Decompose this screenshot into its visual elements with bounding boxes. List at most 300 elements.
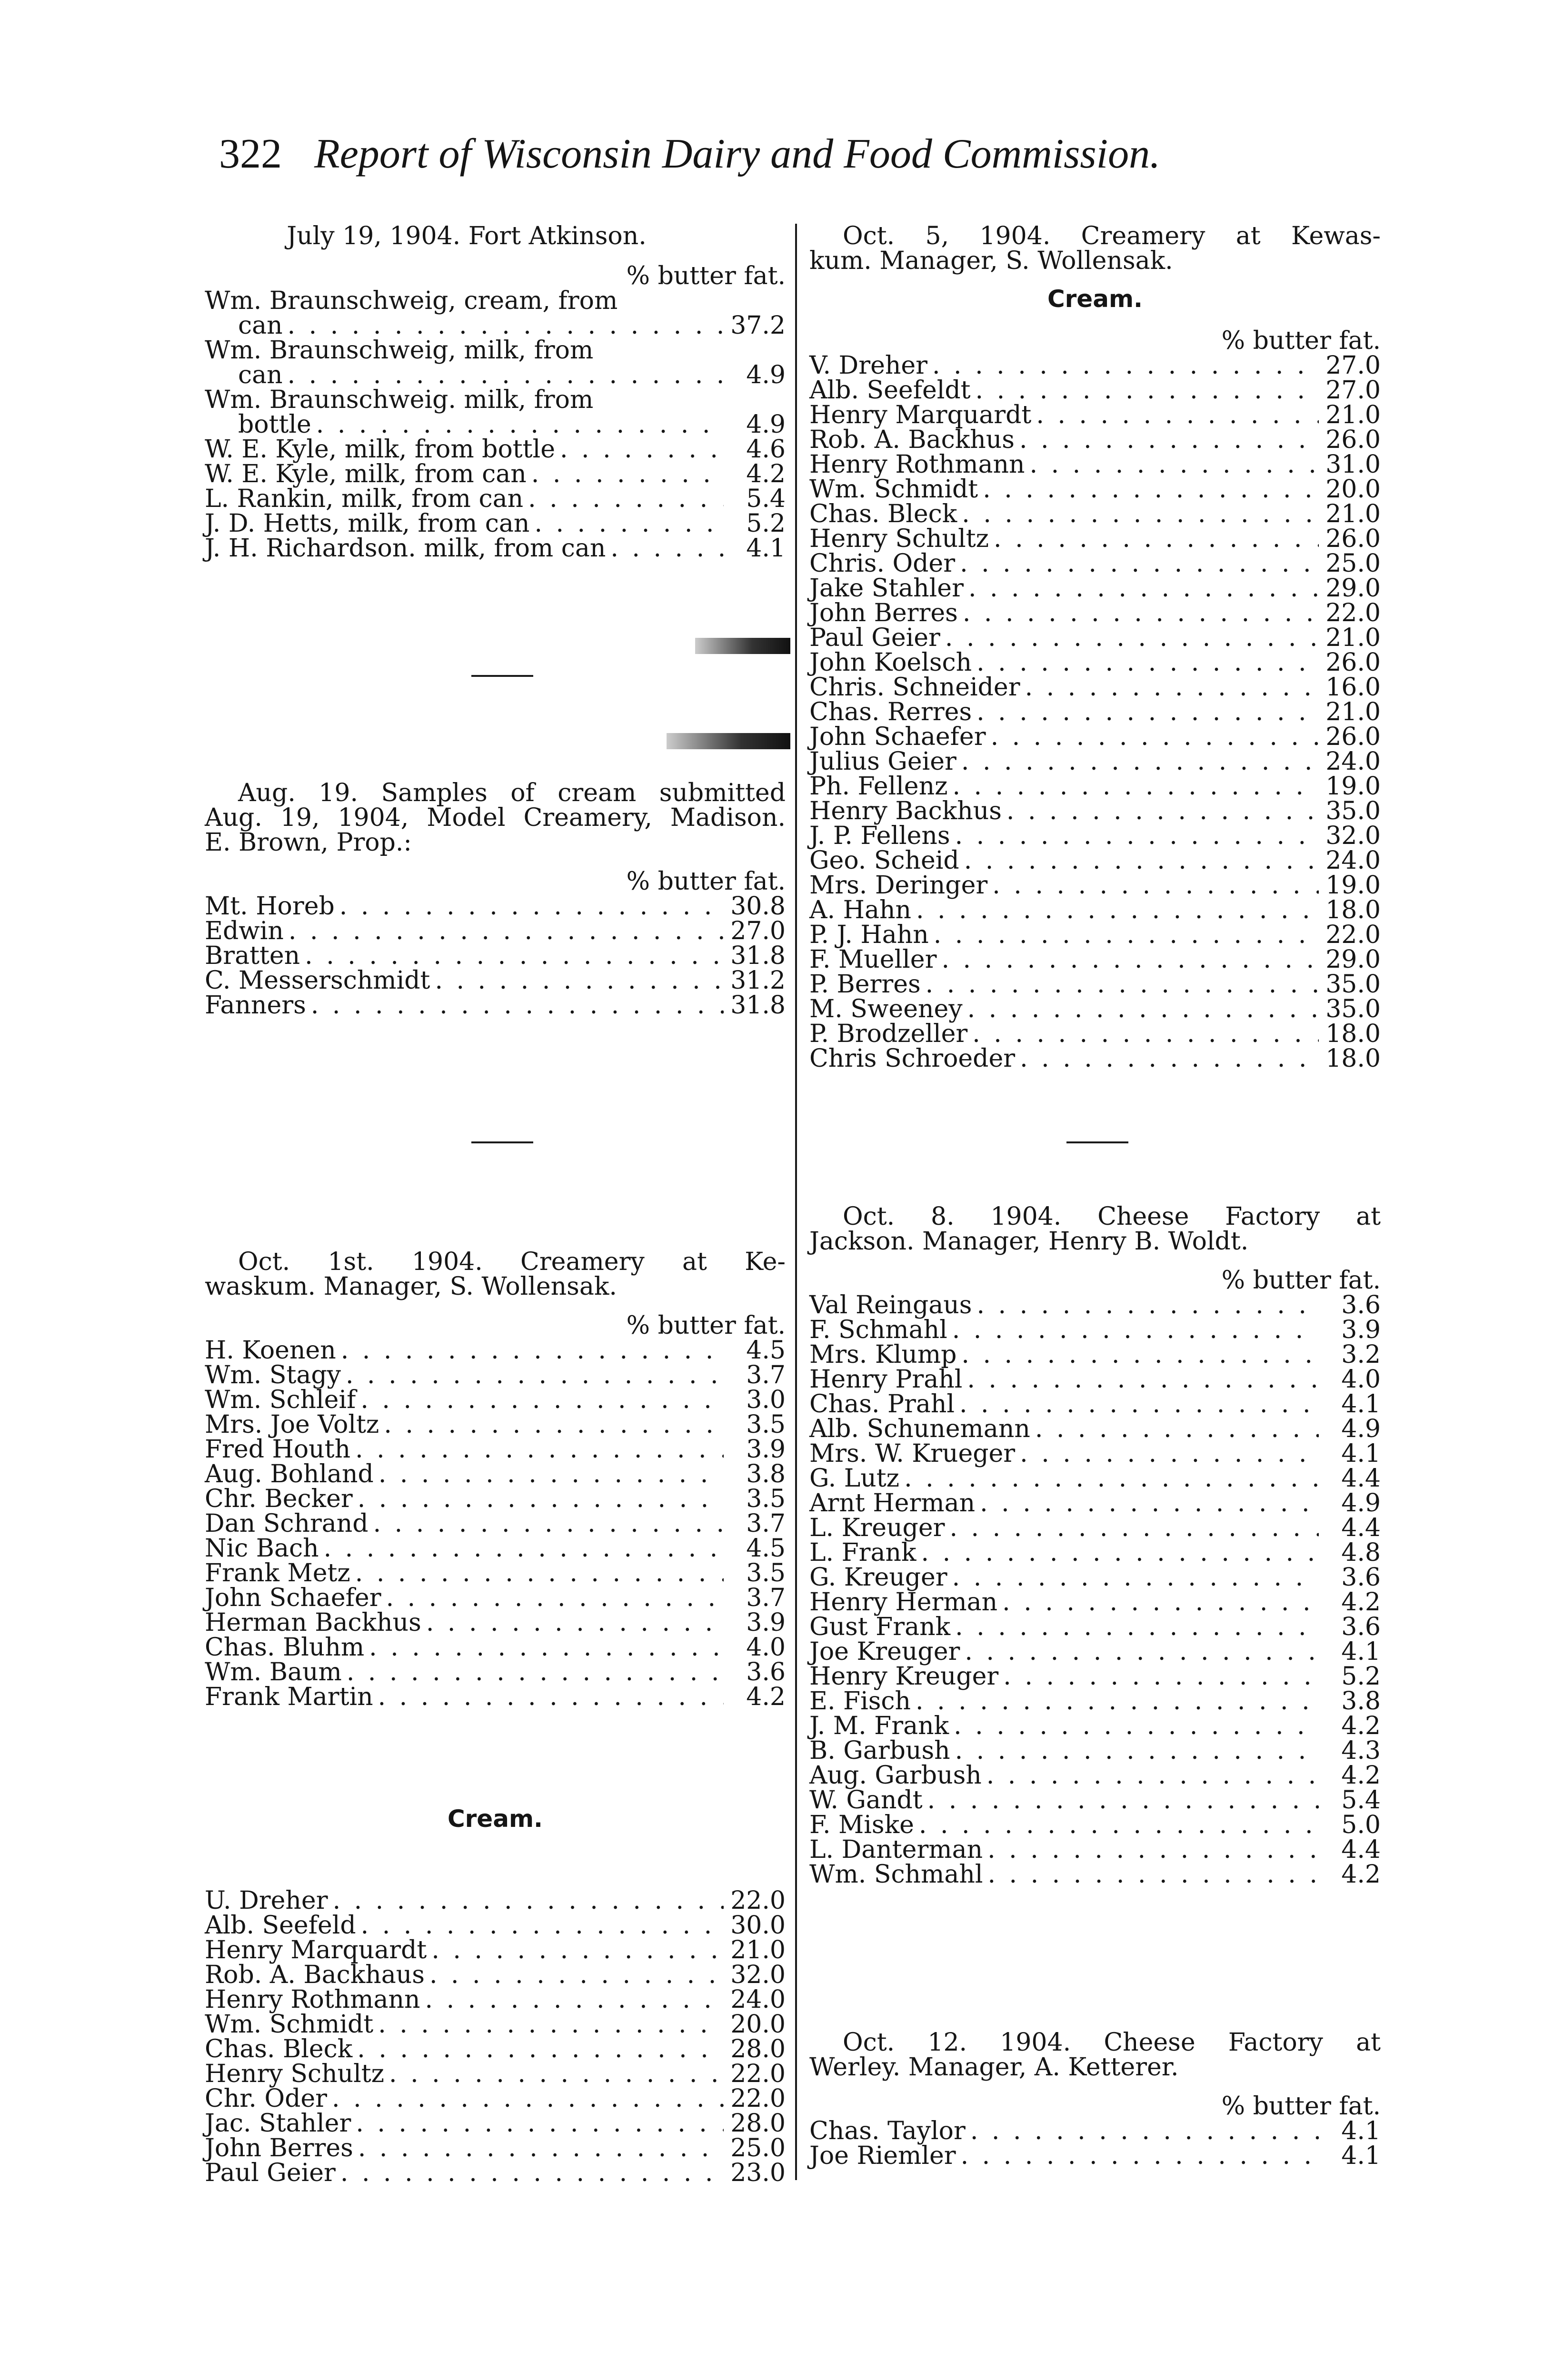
leader-dots: [941, 947, 1319, 972]
row-value: 24.0: [730, 1985, 786, 2014]
table-row: [809, 427, 1381, 452]
table-row: [205, 894, 786, 919]
section-heading-line: Aug. 19. Samples of cream submitted: [238, 779, 786, 807]
leader-dots: [1036, 403, 1319, 427]
row-value: 24.0: [1325, 747, 1381, 776]
table-row: [809, 749, 1381, 774]
table-row: [809, 576, 1381, 601]
table-row: [809, 1590, 1381, 1615]
table-row: [809, 1813, 1381, 1837]
table-row: [205, 313, 786, 338]
section-rule: [471, 1141, 533, 1143]
table-row: [205, 2037, 786, 2062]
row-value: 30.0: [730, 1911, 786, 1940]
row-name: Gust Frank: [809, 1613, 951, 1641]
row-name: Rob. A. Backhaus: [205, 1961, 425, 1989]
row-name: F. Schmahl: [809, 1316, 947, 1344]
row-value: 37.2: [730, 311, 786, 340]
leader-dots: [961, 2143, 1319, 2168]
leader-dots: [1019, 427, 1319, 452]
section-rule: [471, 675, 533, 677]
row-value: 20.0: [1325, 475, 1381, 504]
row-name: Chas. Bleck: [809, 500, 957, 528]
row-name: Henry Rothmann: [809, 450, 1025, 479]
table-row: [809, 1466, 1381, 1491]
leader-dots: [949, 1516, 1319, 1540]
table-row: [809, 477, 1381, 502]
row-name: Chas. Bluhm: [205, 1633, 365, 1662]
print-smudge: [695, 638, 790, 654]
leader-dots: [425, 1987, 724, 2012]
row-value: 4.9: [1341, 1415, 1381, 1443]
row-value: 21.0: [1325, 500, 1381, 528]
table-row: [205, 1963, 786, 1987]
row-value: 35.0: [1325, 970, 1381, 999]
row-name: Alb. Seefeldt: [809, 376, 971, 405]
leader-dots: [986, 1763, 1319, 1788]
row-name: F. Miske: [809, 1811, 914, 1839]
row-value: 35.0: [1325, 995, 1381, 1023]
unit-header: % butter fat.: [1221, 1266, 1381, 1295]
leader-dots: [955, 823, 1319, 848]
row-name: Chr. Oder: [205, 2084, 328, 2113]
row-value: 32.0: [1325, 822, 1381, 850]
section-werley-cheese: [809, 2030, 1381, 2168]
table-row: [205, 536, 786, 561]
section-heading-line: Oct. 12. 1904. Cheese Factory at: [843, 2028, 1381, 2057]
row-name: Henry Rothmann: [205, 1985, 420, 2014]
leader-dots: [945, 625, 1319, 650]
row-name: Henry Backhus: [809, 797, 1002, 825]
table-row: [205, 943, 786, 968]
table-row: [205, 1511, 786, 1536]
table-row: [809, 1392, 1381, 1417]
leader-dots: [1020, 1046, 1319, 1071]
table-row: [809, 526, 1381, 551]
leader-dots: [341, 1338, 724, 1363]
row-value: 3.9: [746, 1435, 786, 1464]
data-rows: [205, 1888, 786, 2185]
row-value: 4.6: [746, 435, 786, 464]
leader-dots: [386, 1586, 724, 1610]
leader-dots: [967, 997, 1319, 1021]
row-value: 4.2: [1341, 1860, 1381, 1889]
table-row: [809, 1441, 1381, 1466]
row-value: 4.9: [746, 361, 786, 389]
data-rows: [205, 1338, 786, 1709]
row-value: 4.1: [1341, 2117, 1381, 2145]
row-value: 4.1: [1341, 2142, 1381, 2170]
leader-dots: [927, 1788, 1319, 1813]
section-subheading: Cream.: [1047, 285, 1143, 313]
table-row: [809, 452, 1381, 477]
table-row: [205, 1561, 786, 1586]
leader-dots: [369, 1635, 724, 1660]
table-row: [809, 799, 1381, 823]
table-row: [205, 1412, 786, 1437]
leader-dots: [976, 378, 1319, 403]
row-value: 18.0: [1325, 896, 1381, 924]
table-row: [809, 1417, 1381, 1441]
row-value: 20.0: [730, 2010, 786, 2039]
table-row: [809, 1516, 1381, 1540]
row-value: 4.4: [1341, 1835, 1381, 1864]
row-value: 3.6: [1341, 1613, 1381, 1641]
section-heading: Cream.: [447, 1805, 543, 1833]
section-fort-atkinson: [205, 224, 786, 561]
row-name: Wm. Schmidt: [809, 475, 978, 504]
leader-dots: [332, 2086, 724, 2111]
row-name: Henry Herman: [809, 1588, 998, 1616]
row-value: 18.0: [1325, 1020, 1381, 1048]
table-row: [809, 1615, 1381, 1639]
row-name: Joe Riemler: [809, 2142, 956, 2170]
leader-dots: [379, 1462, 724, 1487]
row-value: 29.0: [1325, 945, 1381, 974]
leader-dots: [934, 922, 1319, 947]
leader-dots: [560, 437, 724, 462]
row-name: Aug. Garbush: [809, 1761, 982, 1790]
row-value: 4.2: [746, 460, 786, 488]
leader-dots: [355, 1561, 724, 1586]
table-row: [205, 1987, 786, 2012]
table-row: [205, 1363, 786, 1388]
leader-dots: [358, 1487, 724, 1511]
leader-dots: [355, 1437, 724, 1462]
section-heading-line: Jackson. Manager, Henry B. Woldt.: [809, 1227, 1249, 1256]
row-name: Chas. Bleck: [205, 2035, 353, 2063]
table-row: [809, 403, 1381, 427]
leader-dots: [311, 993, 724, 1018]
row-name: Rob. A. Backhus: [809, 426, 1015, 454]
leader-dots: [961, 749, 1319, 774]
row-value: 31.2: [730, 966, 786, 995]
row-value: 19.0: [1325, 772, 1381, 801]
row-name: E. Fisch: [809, 1687, 911, 1716]
leader-dots: [926, 972, 1319, 997]
table-row: [205, 437, 786, 462]
leader-dots: [952, 1565, 1319, 1590]
row-name: Henry Marquardt: [205, 1936, 427, 1964]
leader-dots: [289, 919, 724, 943]
row-name: Henry Kreuger: [809, 1662, 999, 1691]
row-name: John Berres: [205, 2134, 353, 2162]
table-row: [205, 1462, 786, 1487]
table-row-name-line: Wm. Braunschweig, milk, from: [205, 336, 594, 365]
table-row: [809, 922, 1381, 947]
row-name: Alb. Schunemann: [809, 1415, 1030, 1443]
table-row: [205, 1635, 786, 1660]
leader-dots: [1003, 1664, 1319, 1689]
leader-dots: [921, 1540, 1319, 1565]
row-name: Aug. Bohland: [205, 1460, 374, 1488]
leader-dots: [1002, 1590, 1319, 1615]
table-row: [205, 1586, 786, 1610]
row-value: 25.0: [730, 2134, 786, 2162]
leader-dots: [962, 502, 1319, 526]
leader-dots: [426, 1610, 724, 1635]
row-name: Mrs. Joe Voltz: [205, 1410, 379, 1439]
table-row: [809, 724, 1381, 749]
row-value: 4.4: [1341, 1514, 1381, 1542]
leader-dots: [360, 1388, 724, 1412]
row-value: 5.2: [1341, 1662, 1381, 1691]
section-heading-line: Oct. 5, 1904. Creamery at Kewas-: [843, 222, 1381, 250]
row-name: Nic Bach: [205, 1534, 319, 1563]
leader-dots: [1035, 1417, 1319, 1441]
row-name: Jake Stahler: [809, 574, 964, 603]
leader-dots: [976, 1293, 1319, 1318]
row-value: 22.0: [730, 1886, 786, 1915]
leader-dots: [972, 1021, 1319, 1046]
table-row: [809, 378, 1381, 403]
section-heading-line: waskum. Manager, S. Wollensak.: [205, 1272, 617, 1301]
leader-dots: [333, 1888, 724, 1913]
row-name: Wm. Schmidt: [205, 2010, 374, 2039]
row-name: P. J. Hahn: [809, 921, 929, 949]
table-row: [809, 700, 1381, 724]
row-name: M. Sweeney: [809, 995, 963, 1023]
row-name: Henry Prahl: [809, 1365, 963, 1394]
unit-header: % butter fat.: [1221, 327, 1381, 355]
leader-dots: [983, 477, 1319, 502]
table-row: [809, 601, 1381, 625]
row-name: A. Hahn: [809, 896, 911, 924]
leader-dots: [429, 1963, 724, 1987]
table-row: [809, 848, 1381, 873]
row-value: 27.0: [1325, 351, 1381, 380]
leader-dots: [976, 650, 1319, 675]
row-value: 4.1: [1341, 1390, 1381, 1418]
table-row: [809, 1664, 1381, 1689]
leader-dots: [959, 1392, 1319, 1417]
leader-dots: [373, 1511, 724, 1536]
row-value: 26.0: [1325, 525, 1381, 553]
row-value: 24.0: [1325, 846, 1381, 875]
table-row: [809, 551, 1381, 576]
row-name: bottle: [238, 410, 311, 439]
row-value: 3.5: [746, 1485, 786, 1513]
section-heading-line: Werley. Manager, A. Ketterer.: [809, 2053, 1179, 2082]
row-name: Ph. Fellenz: [809, 772, 948, 801]
row-value: 4.1: [1341, 1439, 1381, 1468]
row-name: P. Berres: [809, 970, 921, 999]
leader-dots: [357, 2037, 724, 2062]
row-name: Wm. Baum: [205, 1658, 342, 1686]
table-row: [205, 1913, 786, 1938]
table-row: [205, 1536, 786, 1561]
leader-dots: [288, 313, 724, 338]
data-rows: [809, 353, 1381, 1071]
row-name: Henry Schultz: [205, 2060, 385, 2088]
row-value: 25.0: [1325, 549, 1381, 578]
section-jackson-cheese: [809, 1204, 1381, 1887]
row-value: 5.4: [746, 485, 786, 513]
section-rule: [1066, 1141, 1128, 1143]
table-row: [809, 1021, 1381, 1046]
row-value: 4.9: [746, 410, 786, 439]
table-row: [809, 1565, 1381, 1590]
page-title: Report of Wisconsin Dairy and Food Commission.: [314, 131, 1161, 177]
table-row: [809, 1046, 1381, 1071]
table-row: [809, 1491, 1381, 1516]
leader-dots: [961, 1342, 1319, 1367]
leader-dots: [932, 353, 1319, 378]
row-value: 19.0: [1325, 871, 1381, 900]
row-name: Bratten: [205, 942, 300, 970]
row-value: 3.8: [746, 1460, 786, 1488]
row-value: 3.6: [1341, 1563, 1381, 1592]
table-row: [205, 2161, 786, 2185]
row-value: 4.3: [1341, 1736, 1381, 1765]
leader-dots: [435, 968, 724, 993]
row-value: 22.0: [730, 2084, 786, 2113]
row-value: 28.0: [730, 2109, 786, 2138]
table-row: [809, 1639, 1381, 1664]
row-name: John Schaefer: [809, 723, 986, 751]
page-number: 322: [219, 131, 282, 177]
row-name: Fanners: [205, 991, 306, 1020]
row-name: Paul Geier: [809, 624, 940, 652]
row-value: 3.6: [1341, 1291, 1381, 1319]
table-row: [809, 1293, 1381, 1318]
row-value: 22.0: [1325, 921, 1381, 949]
leader-dots: [378, 1685, 724, 1709]
row-name: John Koelsch: [809, 648, 972, 677]
table-row: [809, 1342, 1381, 1367]
leader-dots: [389, 2062, 724, 2086]
row-value: 4.5: [746, 1336, 786, 1365]
row-value: 3.0: [746, 1386, 786, 1414]
row-name: John Schaefer: [205, 1584, 381, 1612]
row-value: 35.0: [1325, 797, 1381, 825]
section-cream-left: [205, 1806, 786, 2185]
row-value: 21.0: [1325, 624, 1381, 652]
table-row: [205, 412, 786, 437]
table-row: [809, 1714, 1381, 1738]
leader-dots: [991, 724, 1319, 749]
row-value: 5.0: [1341, 1811, 1381, 1839]
row-value: 16.0: [1325, 673, 1381, 702]
table-row: [809, 502, 1381, 526]
row-name: Arnt Herman: [809, 1489, 976, 1517]
section-heading-line: Oct. 1st. 1904. Creamery at Ke-: [238, 1248, 786, 1276]
row-name: Alb. Seefeld: [205, 1911, 356, 1940]
row-name: J. H. Richardson. milk, from can: [205, 534, 606, 563]
leader-dots: [531, 462, 724, 486]
data-rows: [809, 1293, 1381, 1887]
row-value: 22.0: [1325, 599, 1381, 627]
leader-dots: [992, 873, 1319, 898]
row-value: 18.0: [1325, 1044, 1381, 1073]
table-row: [205, 1610, 786, 1635]
leader-dots: [919, 1813, 1319, 1837]
row-name: Fred Houth: [205, 1435, 351, 1464]
row-value: 4.8: [1341, 1538, 1381, 1567]
row-value: 3.5: [746, 1410, 786, 1439]
row-name: John Berres: [809, 599, 958, 627]
row-value: 21.0: [1325, 401, 1381, 429]
leader-dots: [994, 526, 1319, 551]
table-row: [205, 2136, 786, 2161]
row-name: Wm. Stagy: [205, 1361, 341, 1389]
data-rows: [205, 288, 786, 561]
row-value: 31.0: [1325, 450, 1381, 479]
leader-dots: [964, 848, 1319, 873]
row-value: 26.0: [1325, 723, 1381, 751]
leader-dots: [916, 898, 1319, 922]
row-value: 26.0: [1325, 648, 1381, 677]
leader-dots: [288, 363, 724, 387]
table-row: [205, 1338, 786, 1363]
row-name: Henry Schultz: [809, 525, 989, 553]
table-row: [205, 968, 786, 993]
unit-header: % butter fat.: [626, 1311, 786, 1340]
row-value: 31.8: [730, 942, 786, 970]
leader-dots: [356, 2111, 724, 2136]
row-name: Henry Marquardt: [809, 401, 1032, 429]
table-row: [809, 1367, 1381, 1392]
section-heading-line: E. Brown, Prop.:: [205, 828, 412, 857]
row-name: Chas. Taylor: [809, 2117, 966, 2145]
table-row: [809, 1862, 1381, 1887]
table-row: [809, 947, 1381, 972]
row-value: 21.0: [1325, 698, 1381, 726]
table-row: [809, 675, 1381, 700]
row-name: Jac. Stahler: [205, 2109, 351, 2138]
row-name: Edwin: [205, 917, 284, 945]
table-row: [809, 625, 1381, 650]
leader-dots: [904, 1466, 1319, 1491]
row-name: F. Mueller: [809, 945, 937, 974]
table-row: [205, 2086, 786, 2111]
row-value: 3.9: [1341, 1316, 1381, 1344]
row-name: Paul Geier: [205, 2159, 336, 2187]
leader-dots: [316, 412, 724, 437]
section-kewaskum-oct5: [809, 224, 1381, 1071]
leader-dots: [534, 511, 724, 536]
leader-dots: [980, 1491, 1319, 1516]
row-value: 5.2: [746, 509, 786, 538]
print-smudge: [667, 733, 790, 749]
row-value: 26.0: [1325, 426, 1381, 454]
row-value: 4.0: [1341, 1365, 1381, 1394]
leader-dots: [358, 2136, 724, 2161]
leader-dots: [952, 1318, 1319, 1342]
row-value: 30.8: [730, 892, 786, 921]
section-heading-line: Oct. 8. 1904. Cheese Factory at: [843, 1202, 1381, 1231]
section-heading-line: Aug. 19, 1904, Model Creamery, Madison.: [205, 803, 786, 832]
row-value: 3.7: [746, 1361, 786, 1389]
table-row: [809, 972, 1381, 997]
row-value: 5.4: [1341, 1786, 1381, 1815]
row-name: B. Garbush: [809, 1736, 950, 1765]
section-heading: July 19, 1904. Fort Atkinson.: [287, 222, 647, 250]
table-row: [205, 1888, 786, 1913]
row-value: 32.0: [730, 1961, 786, 1989]
table-row: [809, 1318, 1381, 1342]
table-row: [809, 873, 1381, 898]
leader-dots: [954, 1714, 1319, 1738]
leader-dots: [346, 1363, 724, 1388]
running-header: [219, 129, 1160, 178]
row-value: 27.0: [1325, 376, 1381, 405]
row-name: Geo. Scheid: [809, 846, 959, 875]
leader-dots: [361, 1913, 724, 1938]
row-name: C. Messerschmidt: [205, 966, 430, 995]
table-row: [205, 2012, 786, 2037]
leader-dots: [347, 1660, 724, 1685]
